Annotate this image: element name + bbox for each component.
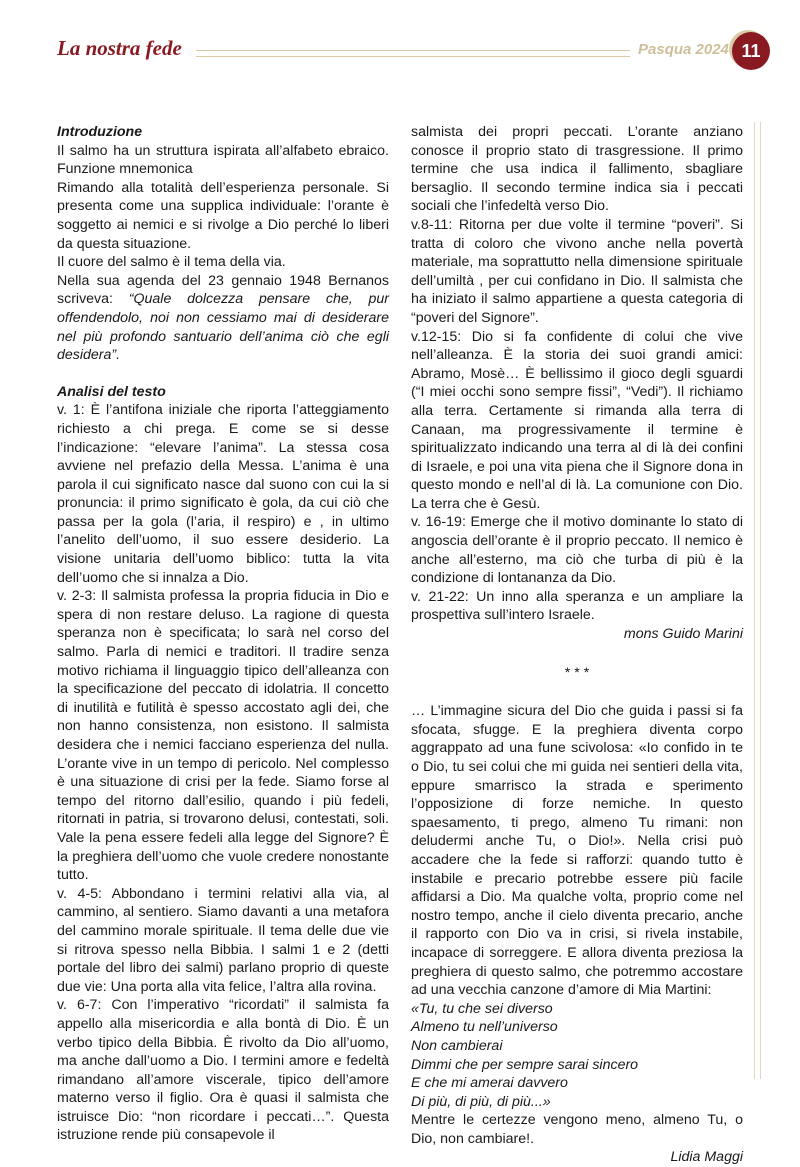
verse-paragraph-v4-5: v. 4-5: Abbondano i termini relativi alla via, al cammino, al sentiero. Siamo davanti a una metafora del cammino morale spirituale. Il tema delle due vie si ritrova spesso nella Bibbia. I salmi 1 e 2 (detti portale del libro dei salmi) parlano proprio di queste due vie: Una porta alla vita felice, l’altra alla rovina. xyxy=(57,885,389,995)
paragraph-continued: salmista dei propri peccati. L’orante anziano conosce il proprio stato di trasgressione. Il primo termine che usa indica il fallimento, sbagliare bersaglio. Il secondo termine indica sia i peccati sociali che l’infedeltà verso Dio. xyxy=(411,124,743,215)
song-lyrics xyxy=(411,1000,743,1112)
lyric-line: Almeno tu nell’universo xyxy=(411,1019,558,1036)
lyric-line: E che mi amerai davvero xyxy=(411,1075,568,1092)
bernanos-quote: “Quale dolcezza pensare che, pur offendendolo, noi non cessiamo mai di desiderare nel più profondo santuario dell’anima ciò che egli desidera”. xyxy=(57,291,389,364)
paragraph: Il cuore del salmo è il tema della via. xyxy=(57,254,286,271)
header-rule xyxy=(196,50,630,57)
lyric-line: Di più, di più, di più...» xyxy=(411,1093,551,1110)
verse-paragraph-v12-15: v.12-15: Dio si fa confidente di colui che vive nell’alleanza. È la storia dei suoi grandi amici: Abramo, Mosè… È bellissimo il gioco degli sguardi (“I miei occhi sono sempre fissi”, “Vedi”). Il richiamo alla terra. Certamente si rimanda alla terra di Canaan, ma progressivamente il termine è spiritualizzato indicando una terra al di là dei confini di Israele, e poi una vita piena che il Signore dona in questo mondo e nell’al di là. La comunione con Dio. La terra che è Gesù. xyxy=(411,328,743,512)
margin-rule xyxy=(754,122,761,1079)
section-separator: * * * xyxy=(564,664,590,681)
issue-label: Pasqua 2024 xyxy=(638,41,729,58)
right-column xyxy=(411,123,743,1167)
analysis-heading: Analisi del testo xyxy=(57,383,166,400)
lyric-line: Dimmi che per sempre sarai sincero xyxy=(411,1056,639,1073)
verse-paragraph-v8-11: v.8-11: Ritorna per due volte il termine “poveri”. Si tratta di coloro che vivono anche nella povertà materiale, ma soprattutto nella dimensione spirituale dell’umiltà , per cui confidano in Dio. Il salmista che ha iniziato il salmo appartiene a questa categoria di “poveri del Signore”. xyxy=(411,216,743,326)
verse-paragraph-v1: v. 1: È l’antifona iniziale che riporta l’atteggiamento richiesto a chi prega. E come se si desse l’indicazione: “elevare l’anima”. La stessa cosa avviene nel prefazio della Messa. L’anima è una parola il cui significato nasce dal suono con cui la si pronuncia: il primo significato è gola, da cui ciò che passa per la gola (l’aria, il respiro) e , in ultimo l’anelito dell’uomo, il suo essere desiderio. La visione unitaria dell’uomo biblico: tutta la vita dell’uomo che si innalza a Dio. xyxy=(57,402,389,586)
paragraph: Il salmo ha un struttura ispirata all’alfabeto ebraico. Funzione mnemonica xyxy=(57,142,389,178)
lyric-line: «Tu, tu che sei diverso xyxy=(411,1000,553,1017)
signature-guido-marini: mons Guido Marini xyxy=(623,626,743,643)
lyric-line: Non cambierai xyxy=(411,1037,503,1054)
intro-heading: Introduzione xyxy=(57,124,143,140)
page-number-badge: 11 xyxy=(732,32,770,70)
section-title: La nostra fede xyxy=(57,36,182,60)
closing-paragraph: Mentre le certezze vengono meno, almeno Tu, o Dio, non cambiare!. xyxy=(411,1112,743,1147)
left-column xyxy=(57,123,389,1145)
verse-paragraph-v2-3: v. 2-3: Il salmista professa la propria fiducia in Dio e spera di non restare deluso. La ragione di questa speranza non è specificata; lo sarà nel corso del salmo. Parla di nemici e traditori. Il tradire senza motivo richiama il linguaggio tipico dell’alleanza con la specificazione del peccato di idolatria. Il concetto di inutilità e futilità è spesso accostato agli dei, che non hanno consistenza, non esistono. Il salmista desidera che i nemici facciano esperienza del nulla. L’orante vive in un tempo di pericolo. Nel complesso è una situazione di crisi per la fede. Siamo forse al tempo del ritorno dall’esilio, quando i più fedeli, ritornati in patria, si trovarono delusi, contestati, soli. Vale la pena essere fedeli alla legge del Signore? È la preghiera dell’uomo che vuole credere nonostante tutto. xyxy=(57,588,389,884)
page-header xyxy=(0,0,800,90)
paragraph: Rimando alla totalità dell’esperienza personale. Si presenta come una supplica individuale: l’orante è soggetto ai nemici e si rivolge a Dio perché lo liberi da questa situazione. xyxy=(57,179,389,252)
bernanos-lead: Nella sua agenda del 23 gennaio 1948 Bernanos scriveva: xyxy=(57,272,389,308)
bernanos-paragraph xyxy=(57,272,389,365)
verse-paragraph-v21-22: v. 21-22: Un inno alla speranza e un ampliare la prospettiva sull’intero Israele. xyxy=(411,588,743,624)
paragraph: … L’immagine sicura del Dio che guida i passi si fa sfocata, sfugge. E la preghiera diventa corpo aggrappato ad una fune scivolosa: «Io confido in te o Dio, tu sei colui che mi guida nei sentieri della vita, eppure smarrisco la strada e sperimento l’opposizione di forze nemiche. In questo spaesamento, ti prego, almeno Tu rimani: non deludermi anche Tu, o Dio!». Nella crisi può accadere che la fede si rafforzi: quando tutto è instabile e precario potrebbe essere più facile affidarsi a Dio. Ma qualche volta, proprio come nel nostro tempo, anche il cielo diventa precario, anche il rapporto con Dio va in crisi, si rivela instabile, incapace di sorreggere. E allora diventa preziosa la preghiera di questo salmo, che potremmo accostare ad una vecchia canzone d’amore di Mia Martini: xyxy=(411,703,743,999)
verse-paragraph-v6-7: v. 6-7: Con l’imperativo “ricordati” il salmista fa appello alla misericordia e alla bontà di Dio. È un verbo tipico della Bibbia. È rivolto da Dio all’uomo, ma anche dall’uomo a Dio. I termini amore e fedeltà rimandano all’amore viscerale, tipico dell’amore materno verso il figlio. Ora è quasi il salmista che istruisce Dio: “non ricordare i peccati…”. Questa istruzione rende più consapevole il xyxy=(57,997,389,1144)
signature-lidia-maggi: Lidia Maggi xyxy=(670,1149,743,1166)
verse-paragraph-v16-19: v. 16-19: Emerge che il motivo dominante lo stato di angoscia dell’orante è il proprio peccato. Il nemico è anche all’esterno, ma ciò che turba di più è la condizione di lontananza da Dio. xyxy=(411,514,743,587)
